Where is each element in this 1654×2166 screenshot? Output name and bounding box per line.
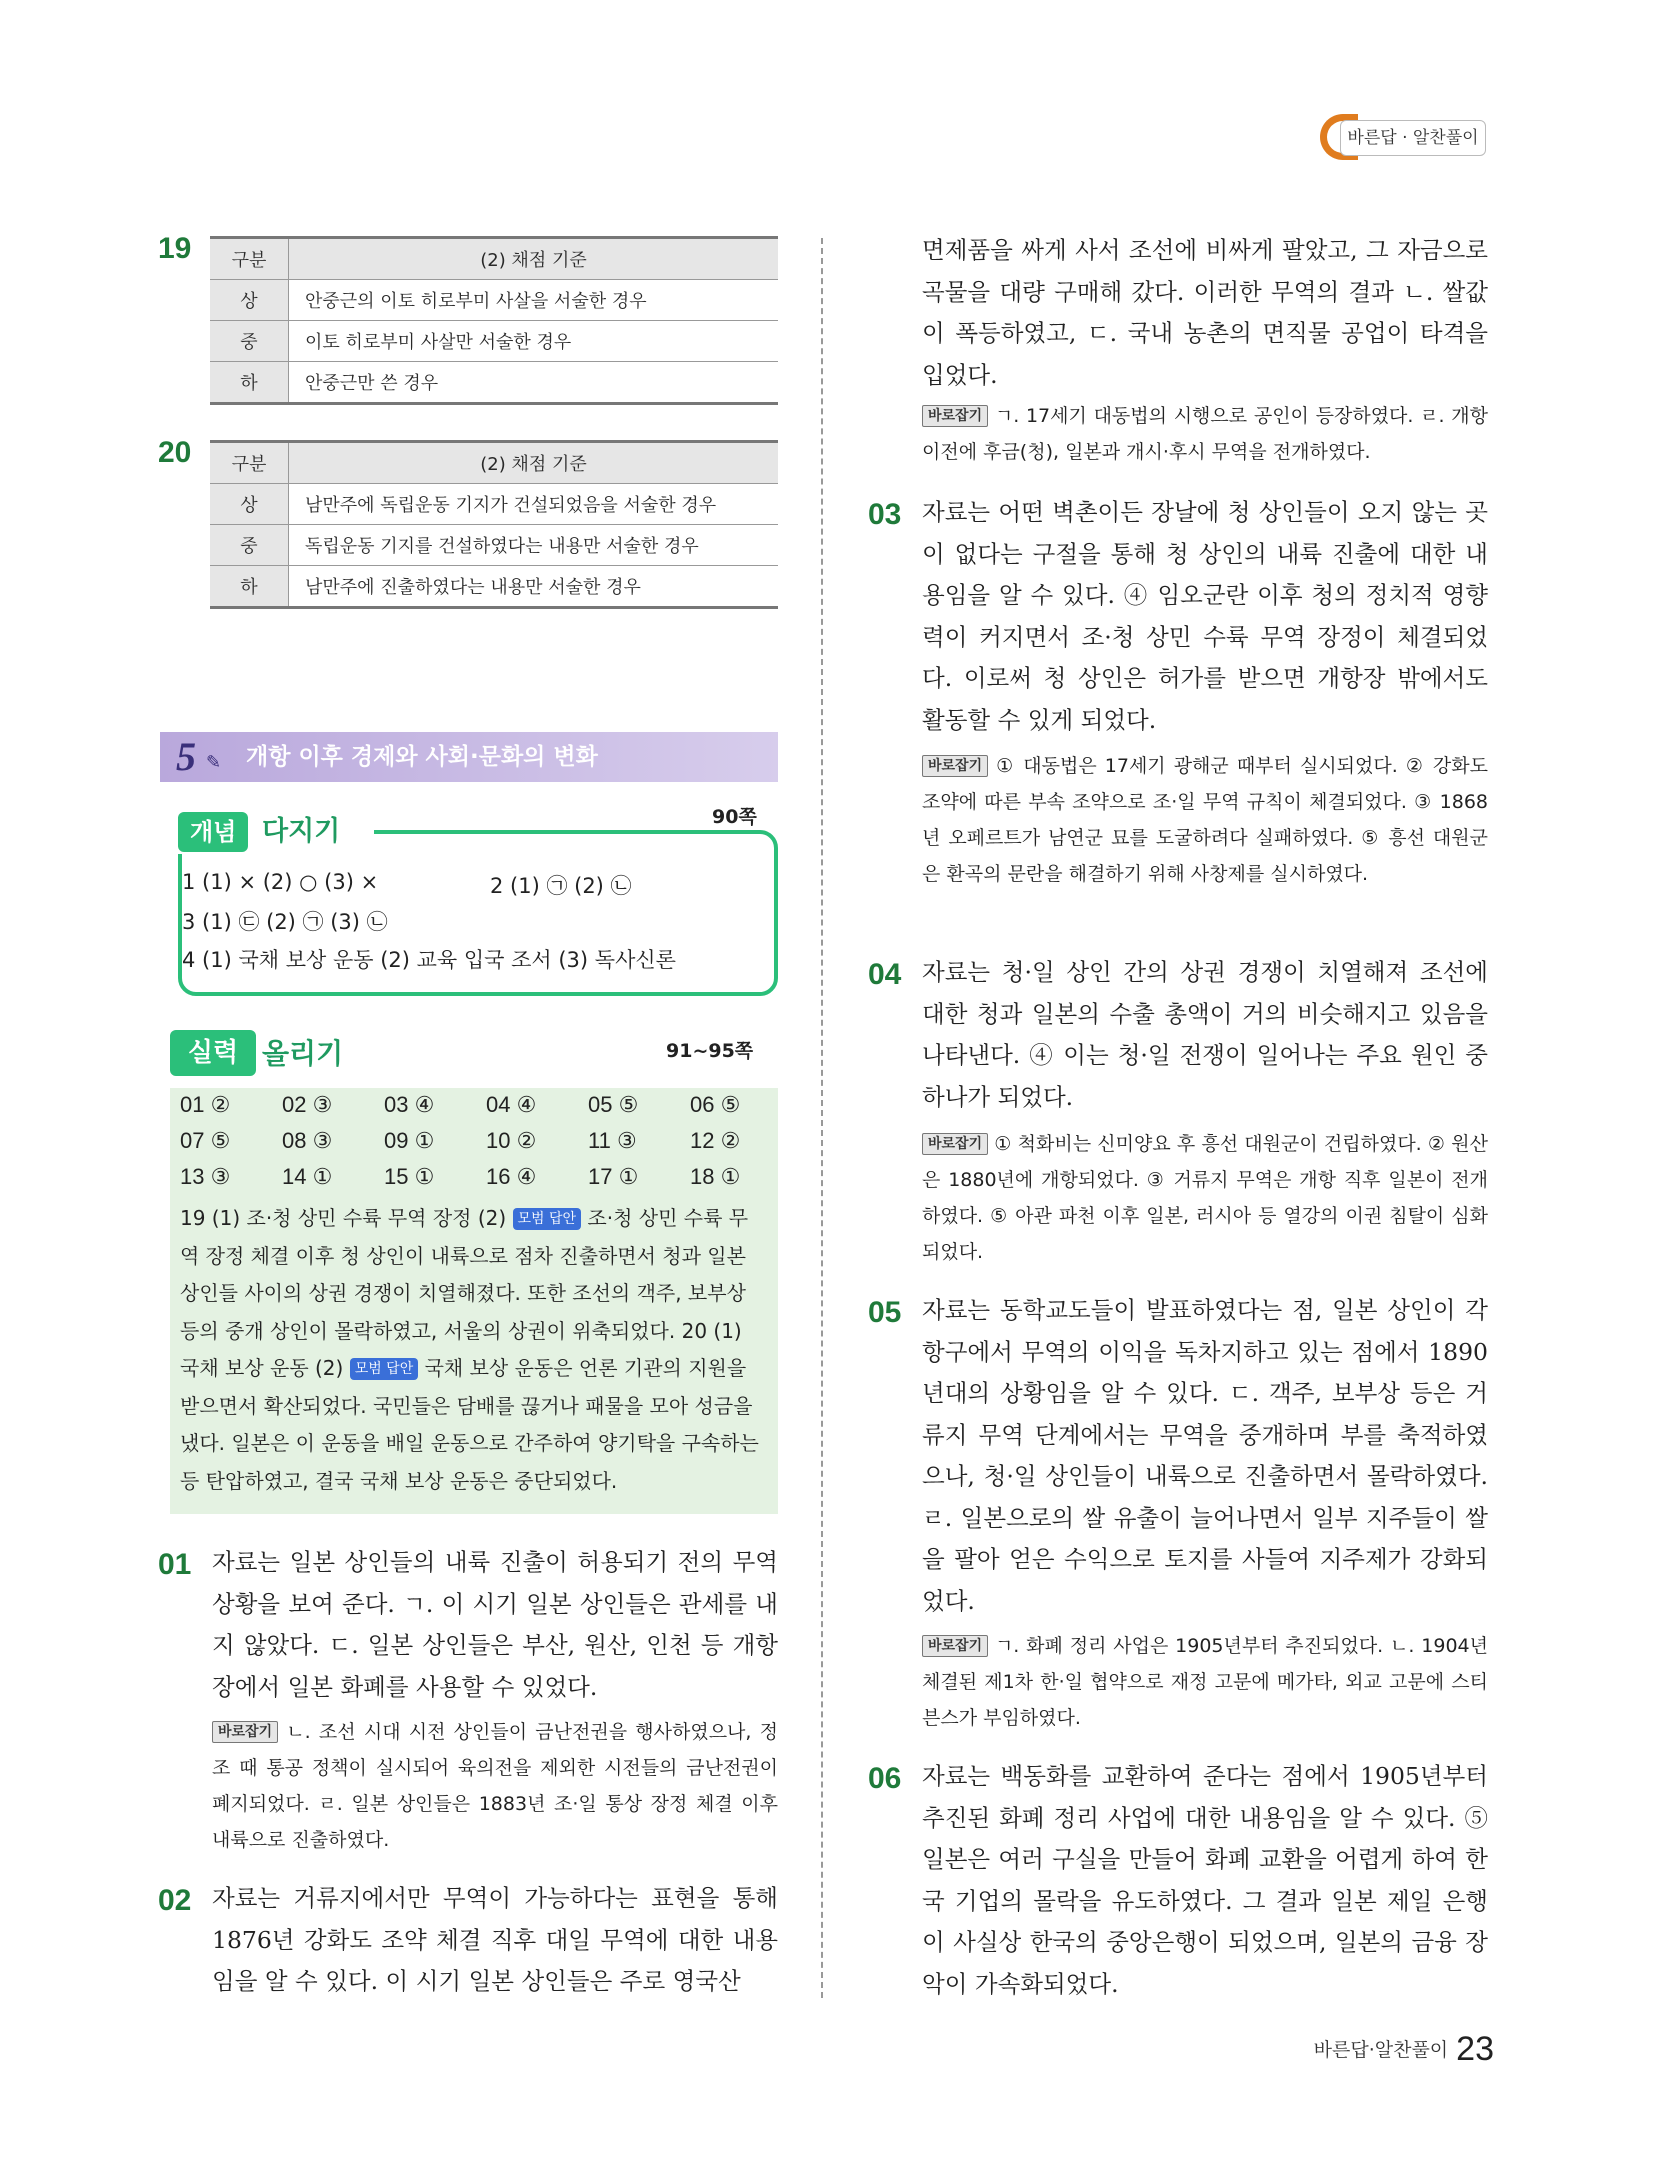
- criteria-cell: 독립운동 기지를 건설하였다는 내용만 서술한 경우: [289, 525, 779, 566]
- question-number-20: 20: [158, 436, 192, 469]
- explanation-number-03: 03: [868, 498, 902, 531]
- answer-item: 02 ③: [282, 1092, 333, 1117]
- table-row: [210, 566, 778, 608]
- answer-item: 10 ②: [486, 1128, 537, 1153]
- page-footer: [1314, 2030, 1494, 2069]
- answer-item: 14 ①: [282, 1164, 333, 1189]
- answer-item: 08 ③: [282, 1128, 333, 1153]
- grade-cell: 하: [210, 362, 289, 404]
- explanation-05-body: 자료는 동학교도들이 발표하였다는 점, 일본 상인이 각 항구에서 무역의 이익을 독차지하고 있는 점에서 1890년대의 상황임을 알 수 있다. ㄷ. 객주, 보부상 등은 거류지 무역 단계에서는 무역을 중개하며 부를 축적하였으나, 청·일 상인들이 내륙으로 진출하면서 몰락하였다. ㄹ. 일본으로의 쌀 유출이 늘어나면서 일부 지주들이 쌀을 팔아 얻은 수익으로 토지를 사들여 지주제가 강화되었다.: [922, 1296, 1488, 1615]
- answer-19-20-text: [180, 1200, 760, 1500]
- scoring-table-20: [210, 440, 778, 609]
- explanation-05-fix: [922, 1628, 1488, 1736]
- concept-label: [178, 812, 374, 854]
- skill-tag-sub: 올리기: [262, 1037, 344, 1070]
- fix-tag: 바로잡기: [922, 1133, 988, 1155]
- criteria-cell: 이토 히로부미 사살만 서술한 경우: [289, 321, 779, 362]
- table-row: [210, 484, 778, 525]
- answer-item: 03 ④: [384, 1092, 435, 1117]
- pen-icon: ✎: [206, 752, 222, 773]
- section-title: 개항 이후 경제와 사회·문화의 변화: [246, 744, 598, 770]
- explanation-04-body: 자료는 청·일 상인 간의 상권 경쟁이 치열해져 조선에 대한 청과 일본의 수출 총액이 거의 비슷해지고 있음을 나타낸다. ④ 이는 청·일 전쟁이 일어나는 주요 원인 중 하나가 되었다.: [922, 958, 1488, 1111]
- column-divider: [821, 238, 823, 1998]
- fix-text: ① 척화비는 신미양요 후 흥선 대원군이 건립하였다. ② 원산은 1880년에 개항되었다. ③ 거류지 무역은 개항 직후 일본이 전개하였다. ⑤ 아관 파천 이후 일본, 러시아 등 열강의 이권 침탈이 심화되었다.: [922, 1133, 1488, 1263]
- concept-tag-sub: 다지기: [262, 816, 341, 847]
- answer-item: 09 ①: [384, 1128, 435, 1153]
- answer-item: 18 ①: [690, 1164, 741, 1189]
- grade-cell: 상: [210, 484, 289, 525]
- fix-text: ㄱ. 17세기 대동법의 시행으로 공인이 등장하였다. ㄹ. 개항 이전에 후금(청), 일본과 개시·후시 무역을 전개하였다.: [922, 405, 1488, 463]
- fix-tag: 바로잡기: [922, 1635, 988, 1657]
- concept-page-ref: 90쪽: [712, 806, 757, 828]
- fix-tag: 바로잡기: [922, 405, 988, 427]
- explanation-01-fix: [212, 1714, 778, 1858]
- table-row: [210, 280, 778, 321]
- table-row: [210, 525, 778, 566]
- page-number: 23: [1456, 2030, 1494, 2068]
- skill-page-ref: 91~95쪽: [666, 1040, 754, 1062]
- criteria-cell: 남만주에 진출하였다는 내용만 서술한 경우: [289, 566, 779, 608]
- explanation-06-body: 자료는 백동화를 교환하여 준다는 점에서 1905년부터 추진된 화폐 정리 사업에 대한 내용임을 알 수 있다. ⑤ 일본은 여러 구실을 만들어 화폐 교환을 어렵게 하여 한국 기업의 몰락을 유도하였다. 그 결과 일본 제일 은행이 사실상 한국의 중앙은행이 되었으며, 일본의 금융 장악이 가속화되었다.: [922, 1762, 1488, 1998]
- model-answer-badge: 모범 답안: [513, 1208, 582, 1230]
- answer-item: 11 ③: [588, 1128, 637, 1153]
- table-header-cell: 구분: [210, 238, 289, 280]
- answer-19-body: 조·청 상민 수륙 무역 장정 체결 이후 청 상인이 내륙으로 점차 진출하면서 청과 일본 상인들 사이의 상권 경쟁이 치열해졌다. 또한 조선의 객주, 보부상 등의 중개 상인이 몰락하였고, 서울의 상권이 위축되었다.: [180, 1206, 749, 1343]
- explanation-02-continued: 면제품을 싸게 사서 조선에 비싸게 팔았고, 그 자금으로 곡물을 대량 구매해 갔다. 이러한 무역의 결과 ㄴ. 쌀값이 폭등하였고, ㄷ. 국내 농촌의 면직물 공업이 타격을 입었다.: [922, 236, 1488, 389]
- explanation-number-05: 05: [868, 1296, 902, 1329]
- explanation-03-body: 자료는 어떤 벽촌이든 장날에 청 상인들이 오지 않는 곳이 없다는 구절을 통해 청 상인의 내륙 진출에 대한 내용임을 알 수 있다. ④ 임오군란 이후 청의 정치적 영향력이 커지면서 조·청 상민 수륙 무역 장정이 체결되었다. 이로써 청 상인은 허가를 받으면 개항장 밖에서도 활동할 수 있게 되었다.: [922, 498, 1488, 734]
- answer-item: 05 ⑤: [588, 1092, 639, 1117]
- table-row: [210, 321, 778, 362]
- question-number-19: 19: [158, 232, 192, 265]
- grade-cell: 중: [210, 321, 289, 362]
- grade-cell: 중: [210, 525, 289, 566]
- answer-item: 15 ①: [384, 1164, 435, 1189]
- table-header-cell: (2) 채점 기준: [289, 442, 779, 484]
- section-banner: [160, 732, 778, 782]
- skill-tag: 실력: [170, 1030, 256, 1076]
- fix-text: ㄱ. 화폐 정리 사업은 1905년부터 추진되었다. ㄴ. 1904년 체결된 제1차 한·일 협약으로 재정 고문에 메가타, 외교 고문에 스티븐스가 부임하였다.: [922, 1635, 1488, 1729]
- concept-line-4: 4 (1) 국채 보상 운동 (2) 교육 입국 조서 (3) 독사신론: [182, 948, 676, 972]
- grade-cell: 상: [210, 280, 289, 321]
- answer-item: 12 ②: [690, 1128, 741, 1153]
- fix-tag: 바로잡기: [212, 1721, 278, 1743]
- footer-label: 바른답·알찬풀이: [1313, 2039, 1449, 2061]
- explanation-04-fix: [922, 1126, 1488, 1270]
- explanation-number-01: 01: [158, 1548, 192, 1581]
- answer-item: 13 ③: [180, 1164, 231, 1189]
- fix-text: ① 대동법은 17세기 광해군 때부터 실시되었다. ② 강화도 조약에 따른 부속 조약으로 조·일 무역 규칙이 체결되었다. ③ 1868년 오페르트가 남연군 묘를 도굴하려다 실패하였다. ⑤ 흥선 대원군은 환곡의 문란을 해결하기 위해 사창제를 실시하였다.: [922, 755, 1488, 885]
- header-label: 바른답 · 알찬풀이: [1340, 120, 1486, 156]
- concept-line-2: 2 (1) ㉠ (2) ㉡: [490, 874, 632, 898]
- explanation-number-06: 06: [868, 1762, 902, 1795]
- criteria-cell: 안중근만 쓴 경우: [289, 362, 779, 404]
- answer-item: 01 ②: [180, 1092, 231, 1117]
- concept-line-3: 3 (1) ㉢ (2) ㉠ (3) ㉡: [182, 910, 388, 934]
- table-header-cell: (2) 채점 기준: [289, 238, 779, 280]
- fix-tag: 바로잡기: [922, 755, 988, 777]
- answer-20-body: 국채 보상 운동은 언론 기관의 지원을 받으면서 확산되었다. 국민들은 담배를 끊거나 패물을 모아 성금을 냈다. 일본은 이 운동을 배일 운동으로 간주하여 양기탁을 구속하는 등 탄압하였고, 결국 국채 보상 운동은 중단되었다.: [180, 1356, 759, 1493]
- answer-19-lead: 19 (1) 조·청 상민 수륙 무역 장정 (2): [180, 1206, 507, 1230]
- explanation-number-02: 02: [158, 1884, 192, 1917]
- scoring-table-19: [210, 236, 778, 405]
- section-number: 5: [176, 734, 196, 779]
- header-tab: [1320, 114, 1486, 160]
- model-answer-badge: 모범 답안: [350, 1358, 419, 1380]
- explanation-01-body: 자료는 일본 상인들의 내륙 진출이 허용되기 전의 무역 상황을 보여 준다. ㄱ. 이 시기 일본 상인들은 관세를 내지 않았다. ㄷ. 일본 상인들은 부산, 원산, 인천 등 개항장에서 일본 화폐를 사용할 수 있었다.: [212, 1548, 778, 1701]
- criteria-cell: 안중근의 이토 히로부미 사살을 서술한 경우: [289, 280, 779, 321]
- concept-line-1: 1 (1) × (2) ○ (3) ×: [182, 870, 379, 894]
- answer-item: 04 ④: [486, 1092, 537, 1117]
- criteria-cell: 남만주에 독립운동 기지가 건설되었음을 서술한 경우: [289, 484, 779, 525]
- answer-20-lead: 20 (1) 국채 보상 운동 (2): [180, 1318, 742, 1380]
- table-header-cell: 구분: [210, 442, 289, 484]
- explanation-number-04: 04: [868, 958, 902, 991]
- explanation-02-body: 자료는 거류지에서만 무역이 가능하다는 표현을 통해 1876년 강화도 조약 체결 직후 대일 무역에 대한 내용임을 알 수 있다. 이 시기 일본 상인들은 주로 영국산: [212, 1884, 778, 1995]
- fix-text: ㄴ. 조선 시대 시전 상인들이 금난전권을 행사하였으나, 정조 때 통공 정책이 실시되어 육의전을 제외한 시전들의 금난전권이 폐지되었다. ㄹ. 일본 상인들은 1883년 조·일 통상 장정 체결 이후 내륙으로 진출하였다.: [212, 1721, 779, 1851]
- answer-item: 17 ①: [588, 1164, 639, 1189]
- table-row: [210, 362, 778, 404]
- concept-tag: 개념: [178, 812, 248, 852]
- explanation-02-fix: [922, 398, 1488, 470]
- answer-item: 16 ④: [486, 1164, 537, 1189]
- explanation-03-fix: [922, 748, 1488, 892]
- answer-item: 06 ⑤: [690, 1092, 741, 1117]
- answer-item: 07 ⑤: [180, 1128, 231, 1153]
- grade-cell: 하: [210, 566, 289, 608]
